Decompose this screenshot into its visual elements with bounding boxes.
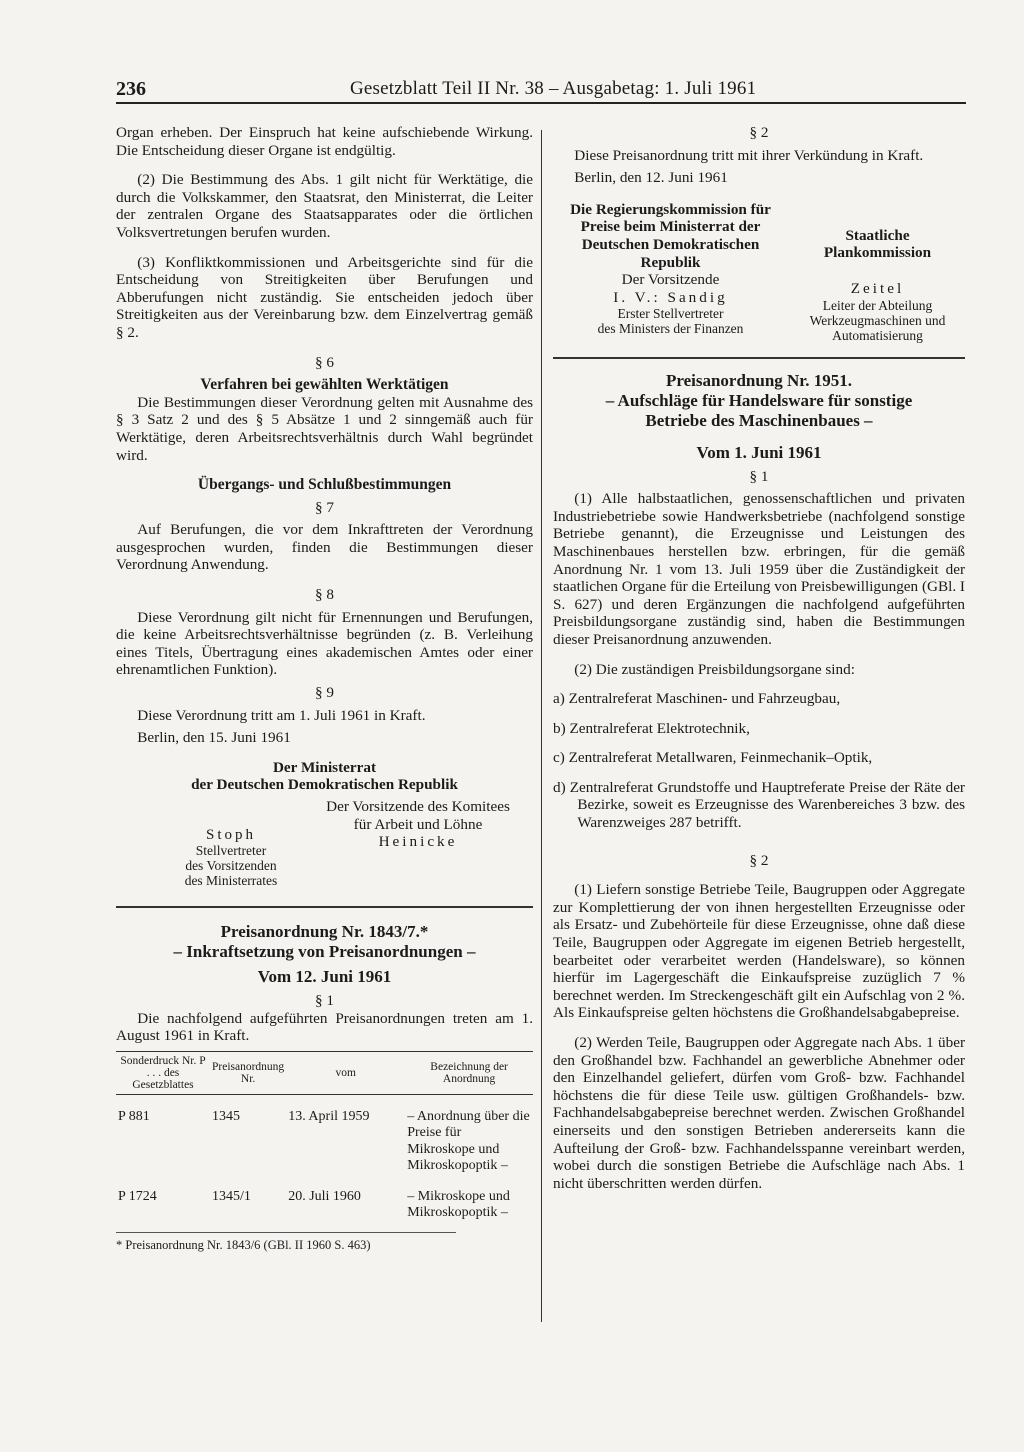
table-cell: 1345 xyxy=(212,1108,240,1124)
signatory-role: Der Vorsitzende xyxy=(621,271,720,289)
signatory-role: des Ministerrates xyxy=(184,873,278,888)
issuing-body: Die Regierungskommission für xyxy=(570,200,771,218)
issuing-body: Preise beim Ministerrat der xyxy=(580,218,761,236)
table-cell: 1345/1 xyxy=(212,1188,251,1204)
paragraph: Auf Berufungen, die vor dem Inkrafttreten der Verordnung ausgesprochen wurden, finden die Bestimmungen dieser Verordnung Anwendung. xyxy=(116,521,533,574)
right-column xyxy=(553,124,965,1192)
signatory-role: des Ministers der Finanzen xyxy=(597,321,744,337)
issuing-body: Der Ministerrat xyxy=(272,758,377,776)
column-header: Sonderdruck Nr. P . . . des Gesetzblattes xyxy=(116,1051,210,1094)
paragraph: (2) Die zuständigen Preisbildungsorgane sind: xyxy=(574,660,855,678)
issuing-body: Plankommission xyxy=(823,244,932,262)
paragraph: (2) Werden Teile, Baugruppen oder Aggregate nach Abs. 1 über den Großhandel bzw. Fachhandel an gewerbliche Abnehmer oder den Einzelhandel geliefert, dürfen vom Groß- bzw. Fachhandel höchstens die für diese Teile usw. gültigen Großhandels- bzw. Fachhandelsabgabepreise berechnet werden. Zwischen Großhandel einerseits und den sonstigen Betrieben andererseits kann die Aufteilung der Groß- bzw. Fachhandelsspanne vereinbart werden, wobei durch die sonstigen Betriebe die Aufschläge nach Abs. 1 nicht überschritten werden dürfen. xyxy=(553,1034,965,1192)
decree-date: Vom 12. Juni 1961 xyxy=(257,967,392,986)
paragraph: (2) Die Bestimmung des Abs. 1 gilt nicht für Werktätige, die durch die Volkskammer, den Staatsrat, den Ministerrat, die Leiter der zentralen Organe des Staatsapparates oder die örtlichen Volksvertretungen berufen wurden. xyxy=(116,171,533,241)
section-title: Übergangs- und Schlußbestimmungen xyxy=(197,476,452,494)
table-header-row xyxy=(116,1051,533,1094)
list-item: b) Zentralreferat Elektrotechnik, xyxy=(553,719,750,737)
signatory-name: Zeitel xyxy=(850,279,905,297)
decree-subtitle: – Aufschläge für Handelsware für sonstige xyxy=(605,390,913,410)
signatory-name: Heinicke xyxy=(378,833,458,851)
paragraph: (1) Liefern sonstige Betriebe Teile, Baugruppen oder Aggregate zur Komplettierung der von ihnen hergestellten Erzeugnisse oder als Ersatz- und Zubehörteile für diese Erzeugnisse, ohne daß diese Teile, Baugruppen oder Aggregate im eigenen Betrieb hergestellt, bearbeitet oder verarbeitet werden (Handelsware), so können hierfür im Lagergeschäft die Einkaufspreise zuzüglich 7 % berechnet werden. Im Streckengeschäft gilt ein Aufschlag von 2 %. Als Einkaufspreise gelten höchstens die Großhandelsabgabepreise. xyxy=(553,881,965,1022)
column-divider xyxy=(541,130,542,1322)
signatory-role: des Vorsitzenden xyxy=(185,858,277,873)
issuing-body: Deutschen Demokratischen xyxy=(581,235,760,253)
signature-right xyxy=(303,798,533,851)
footnote: * Preisanordnung Nr. 1843/6 (GBl. II 1960 S. 463) xyxy=(116,1232,456,1255)
section-heading: § 9 xyxy=(315,684,334,702)
paragraph: (3) Konfliktkommissionen und Arbeitsgerichte sind für die Entscheidung von Streitigkeiten über Berufungen und Abberufungen nicht zuständig. Sie entscheiden jedoch über Streitigkeiten aus der Vereinbarung bzw. dem Einzelvertrag gemäß § 2. xyxy=(116,253,533,341)
signature-block xyxy=(553,201,965,343)
decree-table xyxy=(116,1051,533,1222)
page-number: 236 xyxy=(116,78,146,100)
decree-subtitle: – Inkraftsetzung von Preisanordnungen – xyxy=(173,942,476,961)
signatory-role: Automatisierung xyxy=(832,327,923,343)
signatory-role: Werkzeugmaschinen und xyxy=(809,312,946,328)
signatory-role: Erster Stellvertreter xyxy=(617,306,724,322)
left-column xyxy=(116,124,533,1254)
section-heading: § 8 xyxy=(315,586,334,604)
table-cell: 20. Juli 1960 xyxy=(288,1188,361,1204)
paragraph: Die Bestimmungen dieser Verordnung gelten mit Ausnahme des § 3 Satz 2 und des § 5 Absätze 1 und 2 sinngemäß auch für Werktätige, deren Arbeitsrechtsverhältnis durch Wahl begründet wird. xyxy=(116,393,533,464)
paragraph: Diese Verordnung tritt am 1. Juli 1961 in Kraft. xyxy=(137,706,426,724)
section-rule xyxy=(116,906,533,908)
page-header xyxy=(116,74,966,104)
signature-left xyxy=(553,201,788,343)
list-item: c) Zentralreferat Metallwaren, Feinmechanik–Optik, xyxy=(553,749,873,767)
decree-title: Preisanordnung Nr. 1951. xyxy=(665,370,853,390)
signatory-role: Stellvertreter xyxy=(195,843,267,858)
table-row xyxy=(116,1094,533,1175)
list-item: d) Zentralreferat Grundstoffe und Hauptreferate Preise der Räte der Bezirke, soweit es Erzeugnisse des Warenbereiches 3 bzw. des Warenzweiges 287 betrifft. xyxy=(553,778,965,832)
issuing-body: Republik xyxy=(640,253,701,271)
signatory-name: I. V.: Sandig xyxy=(613,288,728,306)
table-cell: – Anordnung über die Preise für Mikroskope und Mikroskopoptik – xyxy=(407,1108,530,1174)
signature-block xyxy=(116,798,533,898)
column-header: Preisanordnung Nr. xyxy=(210,1051,286,1094)
decree-title: Preisanordnung Nr. 1843/7.* xyxy=(220,922,429,941)
section-heading: § 2 xyxy=(749,851,769,869)
place-date: Berlin, den 15. Juni 1961 xyxy=(137,729,291,747)
issuing-body: Staatliche xyxy=(845,226,910,244)
section-rule xyxy=(553,357,965,359)
table-cell: P 1724 xyxy=(118,1188,157,1204)
table-row xyxy=(116,1175,533,1222)
table-cell: 13. April 1959 xyxy=(288,1108,370,1124)
organ-list xyxy=(553,690,965,832)
place-date: Berlin, den 12. Juni 1961 xyxy=(574,169,728,187)
section-heading: § 2 xyxy=(749,124,769,141)
signature-right xyxy=(790,201,965,343)
section-title: Verfahren bei gewählten Werktätigen xyxy=(200,376,449,394)
signatory-role: Leiter der Abteilung xyxy=(822,297,933,313)
paragraph: (1) Alle halbstaatlichen, genossenschaftlichen und privaten Industriebetriebe sowie Handwerksbetriebe (nachfolgend sonstige Betriebe genannt), die Erzeugnisse und Leistungen des Maschinenbaues herstellen bzw. erbringen, für die gemäß Anordnung Nr. 1 vom 13. Juli 1959 über die Zuständigkeit der staatlichen Organe für die Erteilung von Preisbewilligungen (GBl. I S. 627) und deren Ergänzungen die nachfolgend aufgeführten Preisbildungsorgane zuständig sind, haben die Bestimmungen dieser Preisanordnung anzuwenden. xyxy=(553,490,965,648)
section-heading: § 1 xyxy=(315,992,334,1009)
column-header: Bezeichnung der Anordnung xyxy=(405,1051,533,1094)
paragraph: Organ erheben. Der Einspruch hat keine aufschiebende Wirkung. Die Entscheidung dieser Organe ist endgültig. xyxy=(116,124,533,159)
table-cell: P 881 xyxy=(118,1108,150,1124)
paragraph: Die nachfolgend aufgeführten Preisanordnungen treten am 1. August 1961 in Kraft. xyxy=(116,1009,533,1045)
signatory-role: für Arbeit und Löhne xyxy=(353,815,483,833)
section-heading: § 1 xyxy=(749,467,769,485)
paragraph: Diese Verordnung gilt nicht für Ernennungen und Berufungen, die keine Arbeitsrechtsverhältnisse begründen (z. B. Verleihung eines Titels, Übertragung eines akademischen Amtes oder einer ehrenamtlichen Funktion). xyxy=(116,608,533,679)
decree-date: Vom 1. Juni 1961 xyxy=(696,442,822,462)
signatory-name: Stoph xyxy=(205,827,256,843)
paragraph: Diese Preisanordnung tritt mit ihrer Verkündung in Kraft. xyxy=(574,146,924,164)
section-heading: § 6 xyxy=(315,353,334,371)
section-heading: § 7 xyxy=(315,498,334,516)
table-cell: – Mikroskope und Mikroskopoptik – xyxy=(407,1188,510,1221)
column-header: vom xyxy=(286,1051,405,1094)
issuing-body: der Deutschen Demokratischen Republik xyxy=(191,776,458,794)
list-item: a) Zentralreferat Maschinen- und Fahrzeugbau, xyxy=(553,690,841,708)
signature-left xyxy=(146,828,316,888)
signatory-role: Der Vorsitzende des Komitees xyxy=(326,798,510,815)
running-title: Gesetzblatt Teil II Nr. 38 – Ausgabetag: 1. Juli 1961 xyxy=(350,78,757,99)
decree-subtitle: Betriebe des Maschinenbaues – xyxy=(645,410,873,430)
